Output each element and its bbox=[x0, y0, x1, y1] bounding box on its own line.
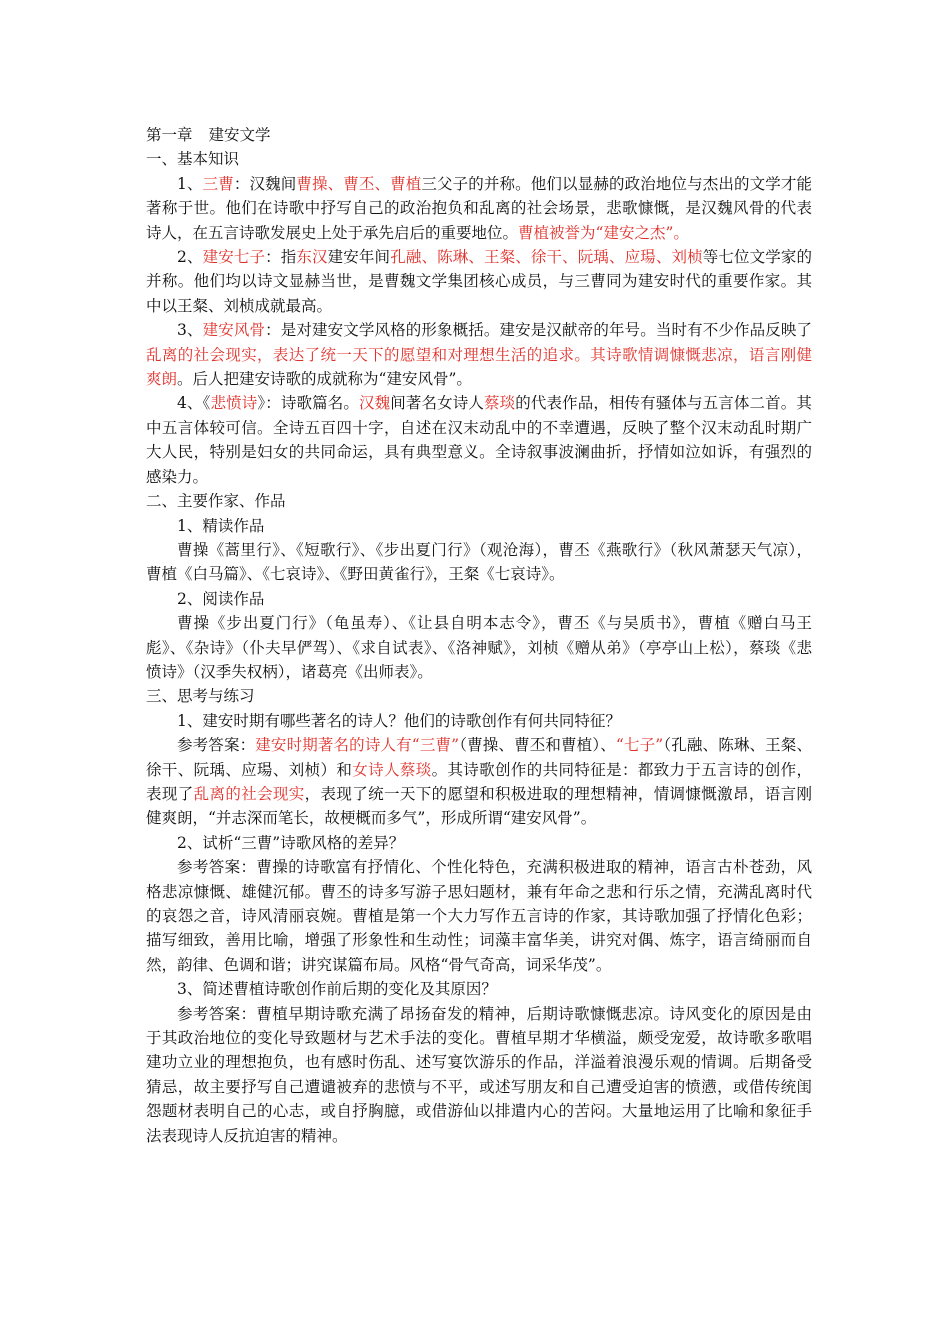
subheading-reading: 2、阅读作品 bbox=[177, 589, 265, 608]
highlight: 乱离的社会现实，表达了统一天下的愿望和对理想生活的追求。其诗歌情调慷慨悲凉，语言刚健爽朗 bbox=[146, 345, 812, 389]
section-heading-3: 三、思考与练习 bbox=[146, 687, 255, 706]
item-number: 3、 bbox=[177, 321, 203, 340]
term: 建安七子 bbox=[202, 248, 266, 267]
term: 悲愤诗 bbox=[210, 394, 258, 413]
chapter-title bbox=[146, 123, 812, 147]
text: 等七位文学家的并称。他们均以诗文显赫当世，是曹魏文学集团核心成员，与三曹同为建安时代的重要作家。其中以王粲、刘桢成就最高。 bbox=[146, 248, 812, 315]
item-number: 1、 bbox=[177, 174, 203, 193]
item-number: 4、 bbox=[177, 394, 203, 413]
subheading-intensive-reading: 1、精读作品 bbox=[177, 516, 265, 535]
item-san-cao bbox=[146, 172, 812, 245]
text: ，表现了统一天下的愿望和积极进取的理想精神，情调慷慨激昂，语言刚健爽朗，“并志深而笔长，故梗概而多气”，形成所谓“建安风骨”。 bbox=[146, 784, 812, 828]
text: （孔融、陈琳、王粲、徐干、阮瑀、应瑒、刘桢）和 bbox=[146, 736, 812, 779]
text: ：指 bbox=[265, 248, 297, 267]
answer-1 bbox=[146, 733, 812, 831]
answer-2: 参考答案：曹操的诗歌富有抒情化、个性化特色，充满积极进取的精神，语言古朴苍劲，风格悲凉慷慨、雄健沉郁。曹丕的诗多写游子思妇题材，兼有年命之悲和行乐之情，充满乱离时代的哀怨之音，诗风清丽哀婉。曹植是第一个大力写作五言诗的作家，其诗歌加强了抒情化色彩；描写细致，善用比喻，增强了形象性和生动性；词藻丰富华美，讲究对偶、炼字，语言绮丽而自然，韵律、色调和谐；讲究谋篇布局。风格“骨气奇高，词采华茂”。 bbox=[146, 858, 812, 974]
text: ：诗歌篇名。 bbox=[265, 394, 359, 413]
text: ：是对建安文学风格的形象概括。建安是汉献帝的年号。当时有不少作品反映了 bbox=[265, 321, 812, 340]
highlight: 女诗人蔡琰 bbox=[352, 760, 432, 779]
text: 三父子的并称。他们以显赫的政治地位与杰出的文学才能著称于世。他们在诗歌中抒写自己的政治抱负和乱离的社会场景，悲歌慷慨，是汉魏风骨的代表诗人，在五言诗歌发展史上处于承先启后的重要地位。 bbox=[146, 174, 812, 242]
highlight: “七子” bbox=[615, 736, 664, 755]
text: 建安年间 bbox=[327, 248, 391, 267]
answer-label: 参考答案： bbox=[177, 736, 256, 755]
text: 的代表作品，相传有骚体与五言体二首。其中五言体较可信。全诗五百四十字，自述在汉末动乱中的不幸遭遇，反映了整个汉末动乱时期广大人民，特别是妇女的共同命运，具有典型意义。全诗叙事波澜曲折，抒情如泣如诉，有强烈的感染力。 bbox=[146, 394, 812, 486]
term: 三曹 bbox=[202, 174, 234, 193]
item-number: 2、 bbox=[177, 248, 203, 267]
chapter-number: 第一章 bbox=[146, 126, 193, 144]
answer-3: 参考答案：曹植早期诗歌充满了昂扬奋发的精神，后期诗歌慷慨悲凉。诗风变化的原因是由于其政治地位的变化导致题材与艺术手法的变化。曹植早期才华横溢，颇受宠爱，故诗歌多歌唱建功立业的理想抱负，也有感时伤乱、述写宴饮游乐的作品，洋溢着浪漫乐观的情调。后期备受猜忌，故主要抒写自己遭谴被弃的悲愤与不平，或述写朋友和自己遭受迫害的愤懑，或借传统闺怨题材表明自己的心志，或自抒胸臆，或借游仙以排遣内心的苦闷。大量地运用了比喻和象征手法表现诗人反抗迫害的精神。 bbox=[146, 1004, 812, 1145]
text: 间著名女诗人 bbox=[390, 394, 484, 413]
text: ：汉魏间 bbox=[233, 174, 297, 193]
names: 孔融、陈琳、王粲、徐干、阮瑀、应瑒、刘桢 bbox=[390, 248, 703, 267]
highlight: 曹植被誉为“建安之杰”。 bbox=[518, 223, 689, 242]
section-heading-2: 二、主要作家、作品 bbox=[146, 492, 286, 511]
text: 。其诗歌创作的共同特征是：都致力于五言诗的创作，表现了 bbox=[146, 760, 812, 803]
era: 东汉 bbox=[296, 248, 328, 267]
names: 曹操、曹丕、曹植 bbox=[296, 174, 422, 193]
document-page bbox=[146, 123, 812, 1148]
highlight: 乱离的社会现实 bbox=[193, 784, 305, 803]
author: 蔡琰 bbox=[483, 394, 516, 413]
works-intensive: 曹操《蒿里行》、《短歌行》、《步出夏门行》（观沧海），曹丕《燕歌行》（秋风萧瑟天气凉），曹植《白马篇》、《七哀诗》、《野田黄雀行》，王粲《七哀诗》。 bbox=[146, 540, 812, 584]
item-jianan-qizi bbox=[146, 245, 812, 318]
bracket: 《 bbox=[202, 394, 211, 413]
item-beifen-shi bbox=[146, 391, 812, 489]
chapter-name: 建安文学 bbox=[208, 126, 271, 144]
works-reading: 曹操《步出夏门行》（龟虽寿）、《让县自明本志令》，曹丕《与吴质书》，曹植《赠白马王彪》、《杂诗》（仆夫早俨驾）、《求自试表》、《洛神赋》，刘桢《赠从弟》（亭亭山上松），蔡琰《悲愤诗》（汉季失权柄），诸葛亮《出师表》。 bbox=[146, 614, 812, 681]
question-3: 3、简述曹植诗歌创作前后期的变化及其原因？ bbox=[177, 980, 497, 999]
bracket: 》 bbox=[257, 394, 266, 413]
era: 汉魏 bbox=[358, 394, 391, 413]
text: 。后人把建安诗歌的成就称为“建安风骨”。 bbox=[177, 370, 472, 389]
highlight: 建安时期著名的诗人有“三曹” bbox=[255, 736, 460, 755]
text: （曹操、曹丕和曹植）、 bbox=[459, 736, 616, 755]
section-heading-1: 一、基本知识 bbox=[146, 150, 240, 169]
term: 建安风骨 bbox=[202, 321, 266, 340]
question-2: 2、试析“三曹”诗歌风格的差异？ bbox=[177, 833, 405, 852]
question-1: 1、建安时期有哪些著名的诗人？他们的诗歌创作有何共同特征？ bbox=[177, 711, 621, 730]
item-jianan-fenggu bbox=[146, 318, 812, 391]
